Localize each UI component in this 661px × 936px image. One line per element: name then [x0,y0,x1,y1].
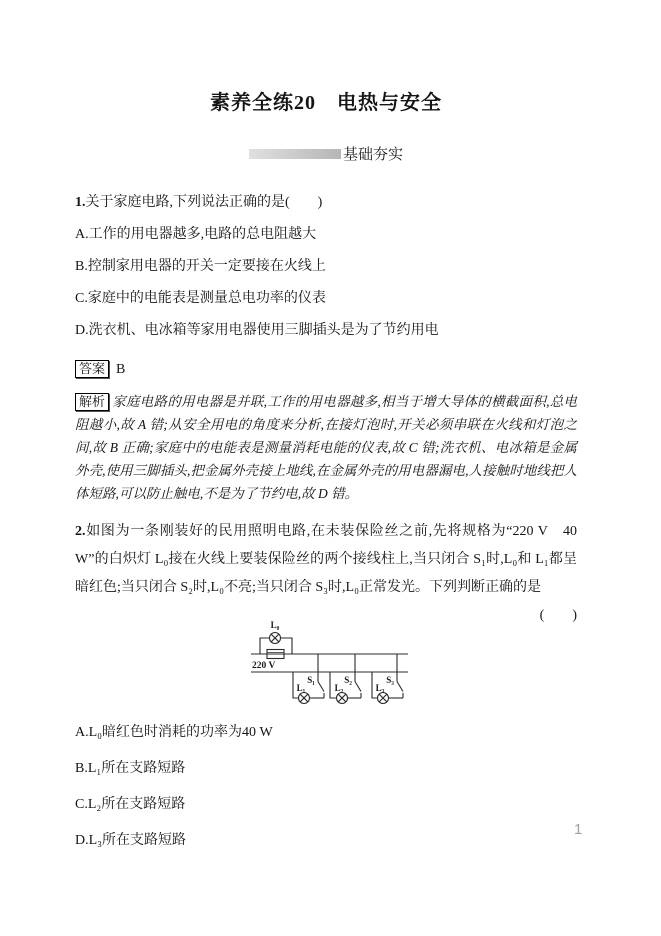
analysis-block [75,390,577,505]
lamp-2-label: L₂ [334,683,344,693]
voltage-label: 220 V [252,661,276,671]
switch-3-label: S₃ [386,675,394,685]
section-label: 基础夯实 [342,146,403,163]
question-2-answer-bracket: ( ) [539,608,577,623]
circuit-diagram [245,616,577,712]
section-header [75,143,577,164]
question-2-option-a: A.L₀暗红色时消耗的功率为40 W [75,725,273,740]
question-2-options [75,725,577,849]
switch-1-label: S₁ [307,675,315,685]
question-2-option-c: C.L₂所在支路短路 [75,797,186,812]
page-number: 1 [574,821,583,838]
question-1-option-b: B.控制家用电器的开关一定要接在火线上 [75,259,326,274]
question-1-text: 关于家庭电路,下列说法正确的是( ) [85,195,323,210]
question-2-stem [75,518,577,623]
analysis-text: 家庭电路的用电器是并联,工作的用电器越多,相当于增大导体的横截面积,总电阻越小,故 A 错;从安全用电的角度来分析,在接灯泡时,开关必须串联在火线和灯泡之间,故 B 正确;家庭中的电能表是测量消耗电能的仪表,故 C 错;洗衣机、电冰箱是金属外壳,使用三脚插头,把金属外壳接上地线,在金属外壳的用电器漏电,人接触时地线把人体短路,可以防止触电,不是为了节约电,故 D 错。 [75,394,577,501]
page-title: 素养全练20 电热与安全 [210,92,442,114]
section-bar-decoration [249,149,341,159]
question-2-option-b: B.L₁所在支路短路 [75,761,186,776]
circuit-svg [245,616,415,712]
lamp-3-label: L₃ [375,683,385,693]
lamp-1-label: L₁ [296,683,306,693]
answer-tag: 答案 [75,360,109,378]
question-1-option-d: D.洗衣机、电冰箱等家用电器使用三脚插头是为了节约用电 [75,323,439,338]
page-content [75,0,577,849]
switch-2-label: S₂ [344,675,352,685]
analysis-tag: 解析 [75,393,109,411]
question-1-stem [75,194,577,211]
answer-line [75,360,577,378]
question-2-number: 2. [75,524,86,539]
question-2-option-d: D.L₃所在支路短路 [75,833,187,848]
question-1-option-a: A.工作的用电器越多,电路的总电阻越大 [75,227,317,242]
question-1-number: 1. [75,195,86,210]
question-2-text: 如图为一条刚装好的民用照明电路,在未装保险丝之前,先将规格为“220 V 40 W”的白炽灯 L₀接在火线上要装保险丝的两个接线柱上,当只闭合 S₁时,L₀和 L₁都呈暗红色;当只闭合 S₂时,L₀不亮;当只闭合 S₃时,L₀正常发光。下列判断正确的是 [75,524,577,595]
question-1-option-c: C.家庭中的电能表是测量总电功率的仪表 [75,291,326,306]
lamp0-label: L₀ [270,620,280,630]
answer-value: B [116,362,126,377]
